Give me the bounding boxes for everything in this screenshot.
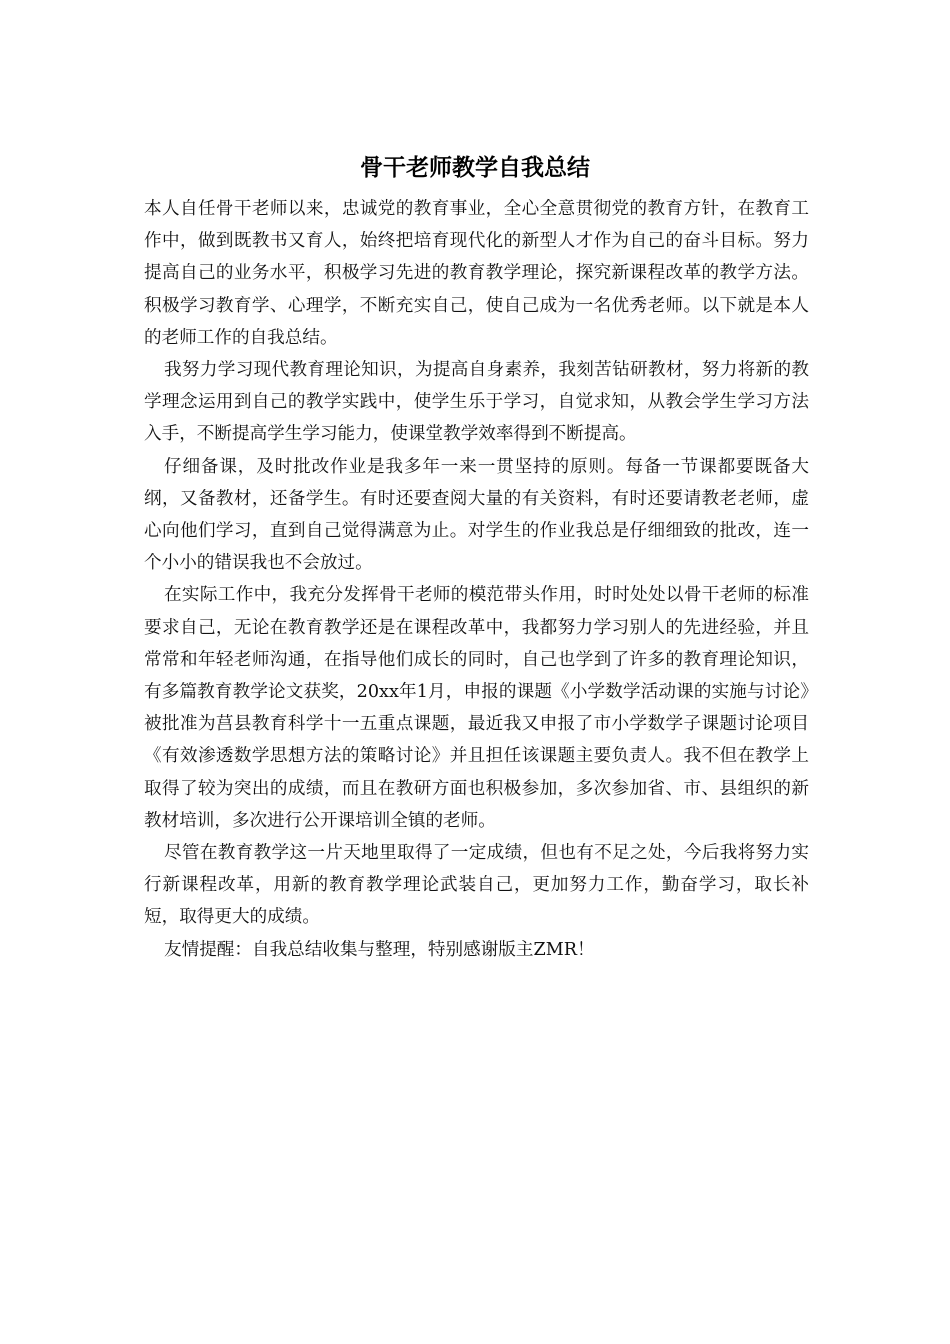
- document-title: 骨干老师教学自我总结: [360, 155, 590, 181]
- paragraph-outlook: 尽管在教育教学这一片天地里取得了一定成绩，但也有不足之处，今后我将努力实行新课程改革，用新的教育教学理论武装自己，更加努力工作，勤奋学习，取长补短，取得更大的成绩。: [144, 843, 809, 928]
- paragraph-reminder: 友情提醒：自我总结收集与整理，特别感谢版主ZMR！: [164, 939, 595, 960]
- paragraph-study: 我努力学习现代教育理论知识，为提高自身素养，我刻苦钻研教材，努力将新的教学理念运用到自己的教学实践中，使学生乐于学习，自觉求知，从教会学生学习方法入手，不断提高学生学习能力，使课堂教学效率得到不断提高。: [144, 360, 809, 445]
- paragraph-practice: 在实际工作中，我充分发挥骨干老师的模范带头作用，时时处处以骨干老师的标准要求自己，无论在教育教学还是在课程改革中，我都努力学习别人的先进经验，并且常常和年轻老师沟通，在指导他们成长的同时，自己也学到了许多的教育理论知识，有多篇教育教学论文获奖，20xx年1月，申报的课题《小学数学活动课的实施与讨论》被批准为莒县教育科学十一五重点课题，最近我又申报了市小学数学子课题讨论项目《有效渗透数学思想方法的策略讨论》并且担任该课题主要负责人。我不但在教学上取得了较为突出的成绩，而且在教研方面也积极参加，多次参加省、市、县组织的新教材培训，多次进行公开课培训全镇的老师。: [144, 585, 809, 831]
- paragraph-lesson-prep: 仔细备课，及时批改作业是我多年一来一贯坚持的原则。每备一节课都要既备大纲，又备教材，还备学生。有时还要查阅大量的有关资料，有时还要请教老老师，虚心向他们学习，直到自己觉得满意为止。对学生的作业我总是仔细细致的批改，连一个小小的错误我也不会放过。: [144, 456, 809, 574]
- paragraph-intro: 本人自任骨干老师以来，忠诚党的教育事业，全心全意贯彻党的教育方针，在教育工作中，做到既教书又育人，始终把培育现代化的新型人才作为自己的奋斗目标。努力提高自己的业务水平，积极学习先进的教育教学理论，探究新课程改革的教学方法。积极学习教育学、心理学，不断充实自己，使自己成为一名优秀老师。以下就是本人的老师工作的自我总结。: [144, 199, 809, 348]
- document-body: [144, 193, 809, 966]
